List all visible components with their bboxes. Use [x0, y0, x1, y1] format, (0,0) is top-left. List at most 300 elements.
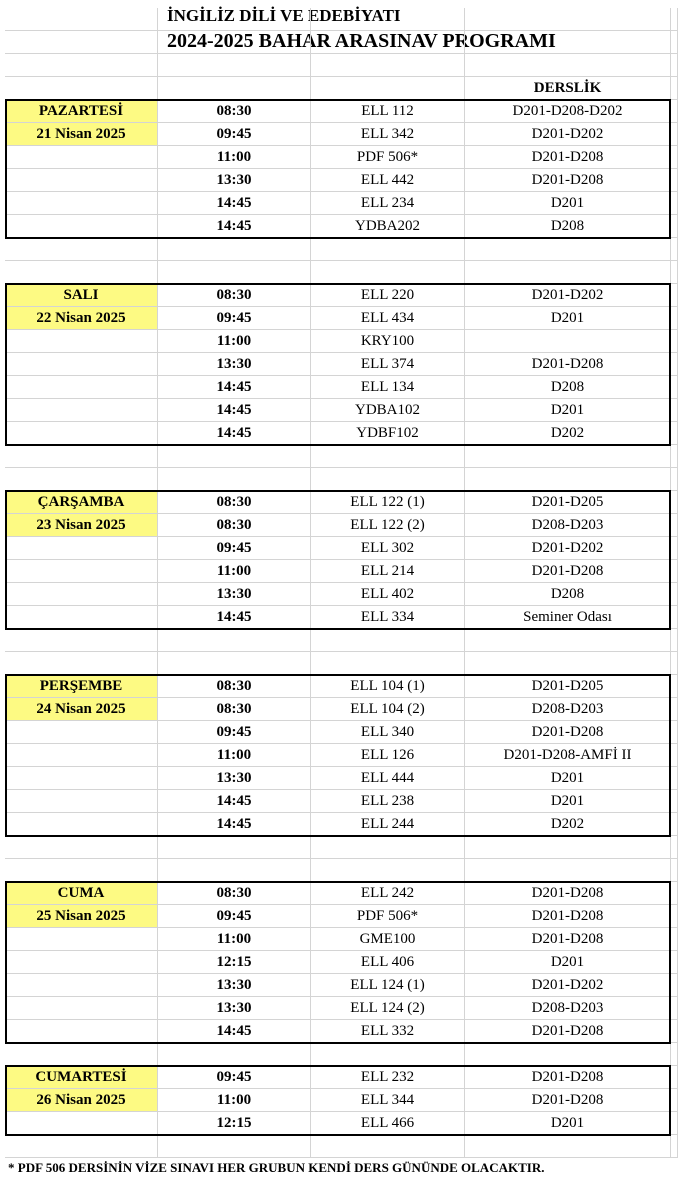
- empty-cell: [311, 1043, 465, 1066]
- empty-cell: [465, 445, 671, 468]
- empty-cell: [5, 744, 158, 767]
- exam-time: 11:00: [158, 330, 311, 353]
- exam-time: 13:30: [158, 583, 311, 606]
- exam-room: D201-D208-AMFİ II: [465, 744, 671, 767]
- spacer-row: [0, 238, 678, 261]
- empty-cell: [5, 721, 158, 744]
- day-name: PAZARTESİ: [5, 100, 158, 123]
- empty-cell: [158, 629, 311, 652]
- empty-cell: [671, 353, 678, 376]
- empty-cell: [671, 997, 678, 1020]
- exam-room: D201: [465, 790, 671, 813]
- table-row: [0, 353, 678, 376]
- exam-time: 08:30: [158, 284, 311, 307]
- empty-cell: [671, 100, 678, 123]
- exam-course: ELL 124 (2): [311, 997, 465, 1020]
- empty-cell: [5, 652, 158, 675]
- empty-cell: [671, 629, 678, 652]
- empty-cell: [5, 583, 158, 606]
- empty-cell: [671, 744, 678, 767]
- empty-cell: [158, 238, 311, 261]
- empty-cell: [5, 353, 158, 376]
- exam-time: 11:00: [158, 744, 311, 767]
- exam-room: D208-D203: [465, 997, 671, 1020]
- empty-cell: [671, 882, 678, 905]
- table-row: [0, 422, 678, 445]
- empty-cell: [671, 215, 678, 238]
- spacer-row: [0, 54, 678, 77]
- exam-room: D208: [465, 376, 671, 399]
- empty-cell: [671, 652, 678, 675]
- exam-time: 08:30: [158, 491, 311, 514]
- empty-cell: [671, 859, 678, 882]
- empty-cell: [311, 238, 465, 261]
- day-name: CUMA: [5, 882, 158, 905]
- table-row: [0, 1020, 678, 1043]
- table-row: [0, 491, 678, 514]
- exam-room: D202: [465, 813, 671, 836]
- table-row: [0, 606, 678, 629]
- empty-cell: [671, 261, 678, 284]
- empty-cell: [465, 54, 671, 77]
- empty-cell: [671, 399, 678, 422]
- exam-time: 09:45: [158, 905, 311, 928]
- exam-course: ELL 134: [311, 376, 465, 399]
- empty-cell: [671, 284, 678, 307]
- day-date: 26 Nisan 2025: [5, 1089, 158, 1112]
- exam-time: 08:30: [158, 675, 311, 698]
- table-row: [0, 284, 678, 307]
- empty-cell: [671, 1020, 678, 1043]
- exam-room: D201-D208: [465, 169, 671, 192]
- exam-time: 14:45: [158, 606, 311, 629]
- exam-course: YDBF102: [311, 422, 465, 445]
- exam-time: 12:15: [158, 1112, 311, 1135]
- exam-course: ELL 232: [311, 1066, 465, 1089]
- empty-cell: [671, 238, 678, 261]
- empty-cell: [465, 8, 671, 31]
- exam-course: ELL 214: [311, 560, 465, 583]
- table-row: [0, 560, 678, 583]
- day-name: SALI: [5, 284, 158, 307]
- empty-cell: [5, 560, 158, 583]
- day-date: 24 Nisan 2025: [5, 698, 158, 721]
- exam-room: D201-D208: [465, 1066, 671, 1089]
- empty-cell: [158, 445, 311, 468]
- exam-room: D201-D208: [465, 721, 671, 744]
- spacer-row: [0, 8, 678, 31]
- exam-course: ELL 434: [311, 307, 465, 330]
- empty-cell: [671, 307, 678, 330]
- empty-cell: [465, 468, 671, 491]
- empty-cell: [671, 790, 678, 813]
- empty-cell: [5, 813, 158, 836]
- empty-cell: [671, 1112, 678, 1135]
- empty-cell: [5, 8, 158, 31]
- exam-course: ELL 406: [311, 951, 465, 974]
- empty-cell: [5, 192, 158, 215]
- exam-room: D201-D205: [465, 491, 671, 514]
- empty-cell: [671, 675, 678, 698]
- exam-time: 13:30: [158, 974, 311, 997]
- exam-room: D201-D208: [465, 146, 671, 169]
- table-row: [0, 192, 678, 215]
- exam-time: 09:45: [158, 537, 311, 560]
- empty-cell: [311, 836, 465, 859]
- empty-cell: [311, 261, 465, 284]
- empty-cell: [5, 974, 158, 997]
- empty-cell: [311, 31, 465, 54]
- empty-cell: [158, 859, 311, 882]
- empty-cell: [671, 514, 678, 537]
- empty-cell: [671, 8, 678, 31]
- spacer-row: [0, 1043, 678, 1066]
- exam-course: ELL 104 (1): [311, 675, 465, 698]
- table-row: [0, 100, 678, 123]
- exam-room: D201-D208: [465, 1020, 671, 1043]
- exam-room: D208: [465, 215, 671, 238]
- exam-time: 14:45: [158, 192, 311, 215]
- exam-course: ELL 342: [311, 123, 465, 146]
- exam-time: 09:45: [158, 721, 311, 744]
- exam-room: D208: [465, 583, 671, 606]
- exam-time: 11:00: [158, 1089, 311, 1112]
- exam-room: D202: [465, 422, 671, 445]
- empty-cell: [671, 951, 678, 974]
- exam-course: ELL 234: [311, 192, 465, 215]
- exam-course: YDBA202: [311, 215, 465, 238]
- spacer-row: [0, 445, 678, 468]
- empty-cell: [671, 422, 678, 445]
- table-row: [0, 1066, 678, 1089]
- exam-room: D201-D202: [465, 537, 671, 560]
- empty-cell: [671, 767, 678, 790]
- empty-cell: [671, 905, 678, 928]
- exam-time: 11:00: [158, 928, 311, 951]
- empty-cell: [671, 813, 678, 836]
- table-row: [0, 790, 678, 813]
- empty-cell: [465, 1043, 671, 1066]
- day-date: 25 Nisan 2025: [5, 905, 158, 928]
- day-name: PERŞEMBE: [5, 675, 158, 698]
- empty-cell: [311, 8, 465, 31]
- empty-cell: [5, 215, 158, 238]
- exam-course: ELL 444: [311, 767, 465, 790]
- department-title: İNGİLİZ DİLİ VE EDEBİYATI: [167, 6, 401, 25]
- empty-cell: [5, 31, 158, 54]
- exam-course: GME100: [311, 928, 465, 951]
- table-row: [0, 928, 678, 951]
- table-row: [0, 169, 678, 192]
- exam-room: [465, 330, 671, 353]
- empty-cell: [465, 652, 671, 675]
- empty-cell: [158, 652, 311, 675]
- empty-cell: [311, 652, 465, 675]
- empty-cell: [465, 859, 671, 882]
- table-row: [0, 744, 678, 767]
- exam-time: 09:45: [158, 307, 311, 330]
- empty-cell: [671, 54, 678, 77]
- table-row: [0, 721, 678, 744]
- empty-cell: [5, 537, 158, 560]
- empty-cell: [671, 445, 678, 468]
- empty-cell: [671, 537, 678, 560]
- empty-cell: [671, 1089, 678, 1112]
- empty-cell: [5, 1135, 158, 1158]
- exam-course: ELL 402: [311, 583, 465, 606]
- exam-room: D201-D202: [465, 284, 671, 307]
- exam-time: 14:45: [158, 1020, 311, 1043]
- schedule-title: 2024-2025 BAHAR ARASINAV PROGRAMI: [167, 30, 556, 52]
- exam-time: 14:45: [158, 422, 311, 445]
- empty-cell: [671, 169, 678, 192]
- table-row: [0, 997, 678, 1020]
- exam-time: 08:30: [158, 514, 311, 537]
- exam-time: 12:15: [158, 951, 311, 974]
- exam-course: ELL 122 (1): [311, 491, 465, 514]
- exam-course: ELL 112: [311, 100, 465, 123]
- empty-cell: [465, 629, 671, 652]
- empty-cell: [158, 31, 311, 54]
- exam-time: 11:00: [158, 146, 311, 169]
- empty-cell: [465, 238, 671, 261]
- table-row: [0, 123, 678, 146]
- empty-cell: [5, 790, 158, 813]
- table-row: [0, 675, 678, 698]
- spacer-row: [0, 77, 678, 100]
- empty-cell: [671, 31, 678, 54]
- exam-course: KRY100: [311, 330, 465, 353]
- exam-time: 13:30: [158, 767, 311, 790]
- exam-time: 14:45: [158, 376, 311, 399]
- table-row: [0, 146, 678, 169]
- empty-cell: [671, 928, 678, 951]
- exam-room: D201-D208: [465, 560, 671, 583]
- empty-cell: [5, 399, 158, 422]
- empty-cell: [311, 468, 465, 491]
- empty-cell: [5, 928, 158, 951]
- exam-room: D201: [465, 1112, 671, 1135]
- empty-cell: [5, 330, 158, 353]
- spacer-row: [0, 261, 678, 284]
- exam-room: D201-D208: [465, 928, 671, 951]
- table-row: [0, 376, 678, 399]
- empty-cell: [158, 1043, 311, 1066]
- exam-room: D201-D202: [465, 974, 671, 997]
- exam-room: D201: [465, 951, 671, 974]
- exam-course: ELL 242: [311, 882, 465, 905]
- table-row: [0, 951, 678, 974]
- empty-cell: [5, 836, 158, 859]
- empty-cell: [5, 422, 158, 445]
- spacer-row: [0, 836, 678, 859]
- empty-cell: [158, 54, 311, 77]
- day-date: 21 Nisan 2025: [5, 123, 158, 146]
- exam-time: 08:30: [158, 100, 311, 123]
- empty-cell: [311, 54, 465, 77]
- exam-course: YDBA102: [311, 399, 465, 422]
- empty-cell: [671, 606, 678, 629]
- empty-cell: [5, 445, 158, 468]
- table-row: [0, 1112, 678, 1135]
- table-row: [0, 215, 678, 238]
- exam-course: ELL 126: [311, 744, 465, 767]
- exam-course: ELL 104 (2): [311, 698, 465, 721]
- exam-room: D201: [465, 399, 671, 422]
- exam-course: ELL 220: [311, 284, 465, 307]
- exam-room: D201-D208: [465, 353, 671, 376]
- exam-course: ELL 122 (2): [311, 514, 465, 537]
- spacer-row: [0, 859, 678, 882]
- empty-cell: [5, 146, 158, 169]
- empty-cell: [5, 54, 158, 77]
- empty-cell: [671, 583, 678, 606]
- empty-cell: [5, 859, 158, 882]
- exam-course: ELL 340: [311, 721, 465, 744]
- exam-course: PDF 506*: [311, 905, 465, 928]
- exam-time: 11:00: [158, 560, 311, 583]
- empty-cell: [158, 836, 311, 859]
- empty-cell: [671, 560, 678, 583]
- spacer-row: [0, 629, 678, 652]
- empty-cell: [671, 836, 678, 859]
- exam-room: D201-D202: [465, 123, 671, 146]
- day-date: 22 Nisan 2025: [5, 307, 158, 330]
- exam-course: ELL 332: [311, 1020, 465, 1043]
- table-row: [0, 813, 678, 836]
- exam-time: 13:30: [158, 353, 311, 376]
- empty-cell: [671, 192, 678, 215]
- empty-cell: [465, 1135, 671, 1158]
- empty-cell: [5, 468, 158, 491]
- empty-cell: [671, 698, 678, 721]
- empty-cell: [311, 445, 465, 468]
- exam-room: D201: [465, 192, 671, 215]
- empty-cell: [158, 8, 311, 31]
- table-row: [0, 974, 678, 997]
- table-row: [0, 583, 678, 606]
- exam-time: 13:30: [158, 997, 311, 1020]
- empty-cell: [671, 721, 678, 744]
- empty-cell: [158, 468, 311, 491]
- exam-room: D201-D208-D202: [465, 100, 671, 123]
- empty-cell: [158, 261, 311, 284]
- exam-room: D208-D203: [465, 514, 671, 537]
- empty-cell: [5, 1112, 158, 1135]
- day-name: CUMARTESİ: [5, 1066, 158, 1089]
- empty-cell: [158, 77, 311, 100]
- footnote: * PDF 506 DERSİNİN VİZE SINAVI HER GRUBUN KENDİ DERS GÜNÜNDE OLACAKTIR.: [8, 1160, 545, 1175]
- day-date: 23 Nisan 2025: [5, 514, 158, 537]
- empty-cell: [671, 974, 678, 997]
- table-row: [0, 698, 678, 721]
- exam-time: 13:30: [158, 169, 311, 192]
- empty-cell: [5, 261, 158, 284]
- empty-cell: [5, 169, 158, 192]
- empty-cell: [311, 629, 465, 652]
- spacer-row: [0, 1135, 678, 1158]
- table-row: [0, 307, 678, 330]
- exam-room: D201-D205: [465, 675, 671, 698]
- exam-course: ELL 374: [311, 353, 465, 376]
- exam-room: D201-D208: [465, 1089, 671, 1112]
- empty-cell: [311, 1135, 465, 1158]
- empty-cell: [671, 123, 678, 146]
- empty-cell: [5, 238, 158, 261]
- empty-cell: [311, 77, 465, 100]
- empty-cell: [671, 376, 678, 399]
- spacer-row: [0, 31, 678, 54]
- exam-room: D201-D208: [465, 882, 671, 905]
- exam-time: 14:45: [158, 790, 311, 813]
- empty-cell: [5, 606, 158, 629]
- table-row: [0, 330, 678, 353]
- exam-course: ELL 466: [311, 1112, 465, 1135]
- empty-cell: [671, 330, 678, 353]
- exam-course: ELL 238: [311, 790, 465, 813]
- exam-room: D201: [465, 767, 671, 790]
- table-row: [0, 514, 678, 537]
- table-row: [0, 399, 678, 422]
- empty-cell: [465, 261, 671, 284]
- spacer-row: [0, 468, 678, 491]
- exam-room: D201: [465, 307, 671, 330]
- empty-cell: [5, 629, 158, 652]
- column-header-derslik: DERSLİK: [465, 77, 671, 100]
- exam-course: ELL 442: [311, 169, 465, 192]
- empty-cell: [671, 77, 678, 100]
- empty-cell: [671, 1135, 678, 1158]
- empty-cell: [671, 468, 678, 491]
- exam-time: 14:45: [158, 215, 311, 238]
- empty-cell: [5, 767, 158, 790]
- table-row: [0, 1089, 678, 1112]
- empty-cell: [671, 491, 678, 514]
- empty-cell: [5, 77, 158, 100]
- table-row: [0, 537, 678, 560]
- empty-cell: [5, 1043, 158, 1066]
- exam-time: 14:45: [158, 399, 311, 422]
- table-row: [0, 882, 678, 905]
- exam-course: ELL 344: [311, 1089, 465, 1112]
- empty-cell: [5, 951, 158, 974]
- exam-course: ELL 124 (1): [311, 974, 465, 997]
- day-name: ÇARŞAMBA: [5, 491, 158, 514]
- table-row: [0, 905, 678, 928]
- exam-time: 09:45: [158, 1066, 311, 1089]
- exam-room: D201-D208: [465, 905, 671, 928]
- empty-cell: [311, 859, 465, 882]
- empty-cell: [5, 997, 158, 1020]
- spacer-row: [0, 652, 678, 675]
- exam-room: Seminer Odası: [465, 606, 671, 629]
- exam-course: ELL 302: [311, 537, 465, 560]
- empty-cell: [465, 836, 671, 859]
- exam-time: 08:30: [158, 698, 311, 721]
- empty-cell: [671, 1066, 678, 1089]
- table-row: [0, 767, 678, 790]
- empty-cell: [671, 1043, 678, 1066]
- exam-room: D208-D203: [465, 698, 671, 721]
- empty-cell: [158, 1135, 311, 1158]
- exam-time: 08:30: [158, 882, 311, 905]
- exam-course: PDF 506*: [311, 146, 465, 169]
- exam-time: 14:45: [158, 813, 311, 836]
- exam-time: 09:45: [158, 123, 311, 146]
- exam-course: ELL 244: [311, 813, 465, 836]
- empty-cell: [465, 31, 671, 54]
- empty-cell: [671, 146, 678, 169]
